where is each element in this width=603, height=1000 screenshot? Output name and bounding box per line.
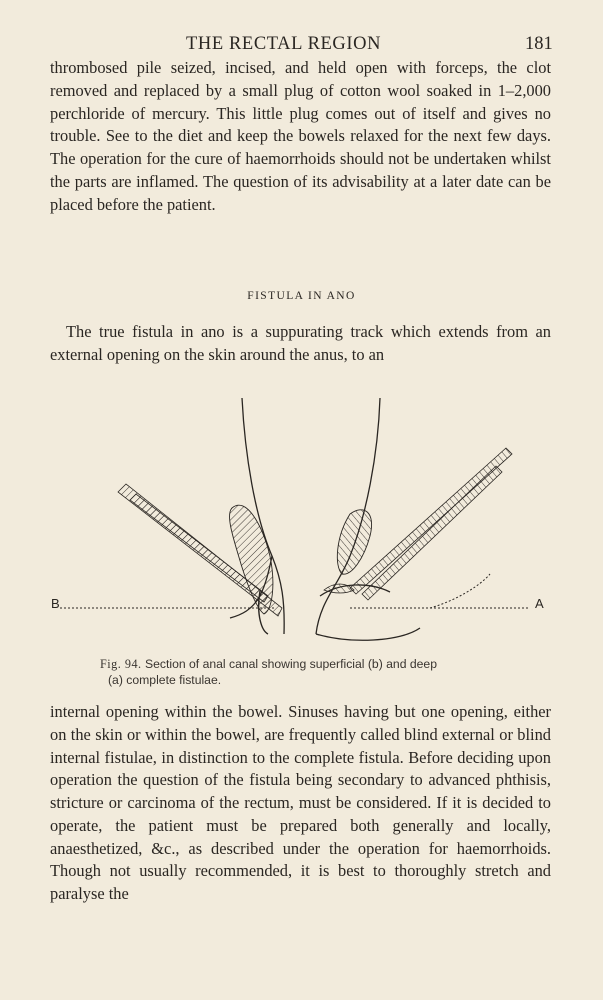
paragraph-fistula-intro: The true fistula in ano is a suppurating track which extends from an external opening on the skin around the anus, to an bbox=[50, 322, 551, 364]
running-title: THE RECTAL REGION bbox=[186, 34, 382, 54]
page-number: 181 bbox=[525, 34, 553, 54]
right-sphincter-external bbox=[350, 448, 512, 594]
label-a: A bbox=[535, 596, 544, 611]
left-sphincter-internal bbox=[230, 505, 273, 614]
figure-number: Fig. 94. bbox=[100, 657, 142, 671]
right-sphincter-internal bbox=[337, 510, 371, 574]
anal-canal-section-illustration bbox=[50, 396, 560, 646]
caption-line-2: (a) complete fistulae. bbox=[108, 673, 222, 687]
label-b: B bbox=[51, 596, 60, 611]
figure-caption bbox=[100, 656, 520, 688]
caption-line-1: Section of anal canal showing superficial (b) and deep bbox=[144, 657, 437, 671]
paragraph-haemorrhoids: thrombosed pile seized, incised, and held open with forceps, the clot removed and replaced by a small plug of cotton wool soaked in 1–2,000 perchloride of mercury. This little plug comes out of itself and gives no trouble. See to the diet and keep the bowels relaxed for the next few days. The operation for the cure of haemorrhoids should not be undertaken whilst the parts are inflamed. The question of its advisability at a later date can be placed before the patient. bbox=[50, 58, 551, 214]
right-sphincter-outer bbox=[362, 466, 502, 600]
fistula-figure bbox=[50, 396, 560, 646]
section-heading: FISTULA IN ANO bbox=[247, 290, 356, 302]
paragraph-operation: internal opening within the bowel. Sinuses having but one opening, either on the skin or within the bowel, are frequently called blind external or blind internal fistulae, in distinction to the complete fistula. Before deciding upon operation the question of the fistula being secondary to advanced phthisis, stricture or carcinoma of the rectum, must be considered. If it is decided to operate, the patient must be prepared both generally and locally, anaesthetized, &c., as described under the operation for haemorrhoids. Though not usually recommended, it is best to thoroughly stretch and paralyse the bbox=[50, 702, 551, 903]
